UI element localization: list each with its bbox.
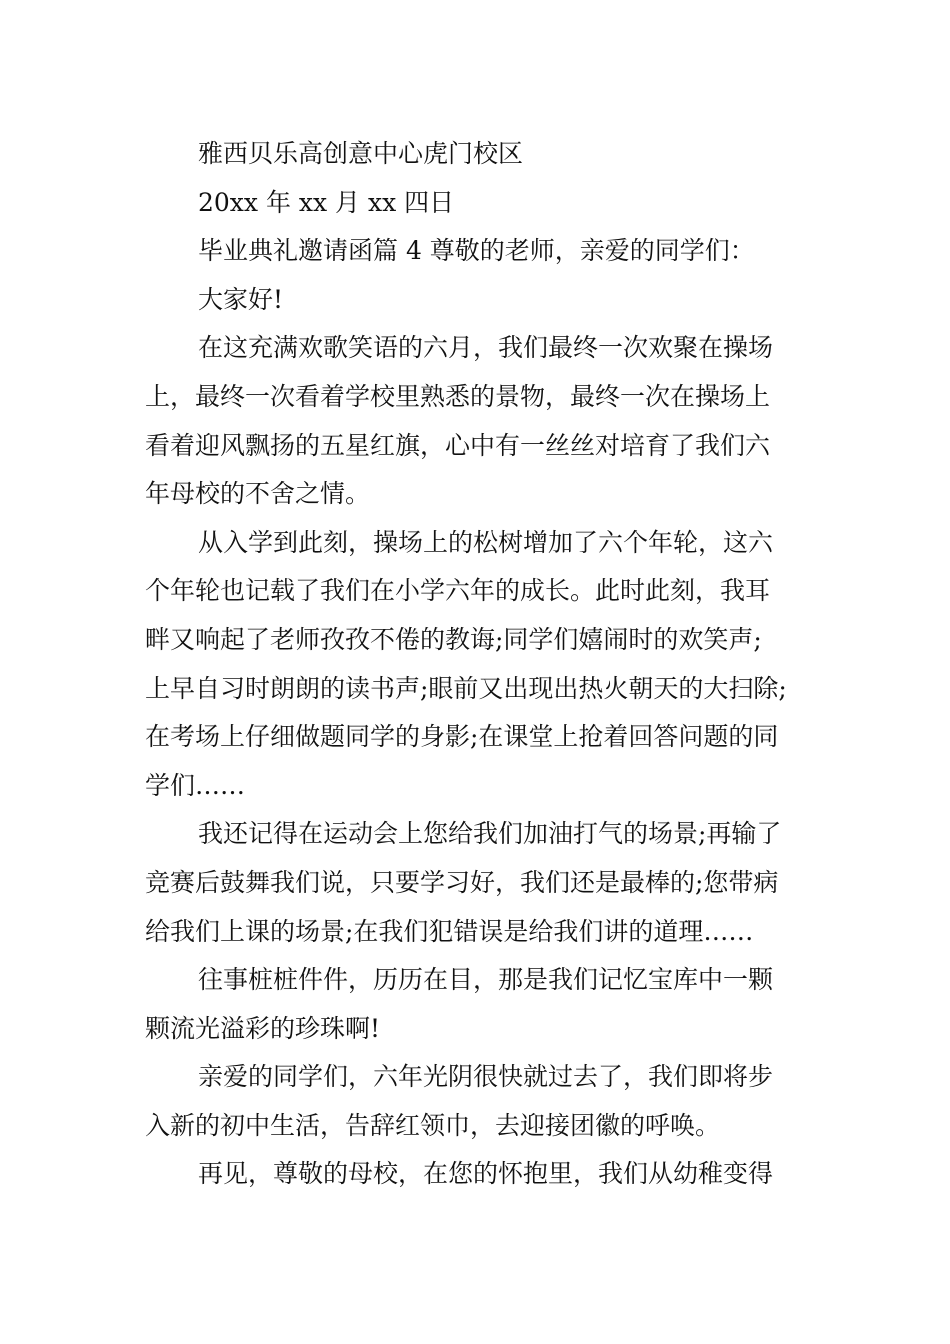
- text-line: 在这充满欢歌笑语的六月，我们最终一次欢聚在操场: [198, 333, 774, 363]
- text-line: 颗流光溢彩的珍珠啊!: [145, 1013, 381, 1043]
- text-line: 竞赛后鼓舞我们说，只要学习好，我们还是最棒的;您带病: [145, 867, 779, 897]
- text-line: 雅西贝乐高创意中心虎门校区: [198, 139, 524, 168]
- text-line: 上早自习时朗朗的读书声;眼前又出现出热火朝天的大扫除;: [145, 673, 787, 703]
- text-line: 我还记得在运动会上您给我们加油打气的场景;再输了: [198, 819, 782, 849]
- text-line: 学们……: [145, 770, 246, 800]
- text-line: 从入学到此刻，操场上的松树增加了六个年轮，这六: [198, 527, 774, 557]
- text-line: 给我们上课的场景;在我们犯错误是给我们讲的道理……: [145, 916, 754, 946]
- text-line: 上，最终一次看着学校里熟悉的景物，最终一次在操场上: [145, 381, 771, 411]
- text-line: 亲爱的同学们，六年光阴很快就过去了，我们即将步: [198, 1062, 774, 1092]
- text-line: 看着迎风飘扬的五星红旗，心中有一丝丝对培育了我们六: [145, 430, 771, 460]
- text-line: 再见，尊敬的母校，在您的怀抱里，我们从幼稚变得: [198, 1159, 774, 1189]
- text-line: 畔又响起了老师孜孜不倦的教诲;同学们嬉闹时的欢笑声;: [145, 624, 762, 654]
- text-line: 个年轮也记载了我们在小学六年的成长。此时此刻，我耳: [145, 576, 771, 606]
- text-line: 大家好!: [198, 284, 284, 314]
- text-line: 在考场上仔细做题同学的身影;在课堂上抢着回答问题的同: [145, 722, 779, 752]
- text-line: 往事桩桩件件，历历在目，那是我们记忆宝库中一颗: [198, 965, 774, 995]
- text-line: 20xx 年 xx 月 xx 四日: [198, 187, 455, 217]
- text-line: 入新的初中生活，告辞红领巾，去迎接团徽的呼唤。: [145, 1110, 721, 1140]
- document-body: [145, 130, 825, 1199]
- text-line: 毕业典礼邀请函篇 4 尊敬的老师，亲爱的同学们：: [198, 236, 755, 266]
- text-line: 年母校的不舍之情。: [145, 479, 371, 509]
